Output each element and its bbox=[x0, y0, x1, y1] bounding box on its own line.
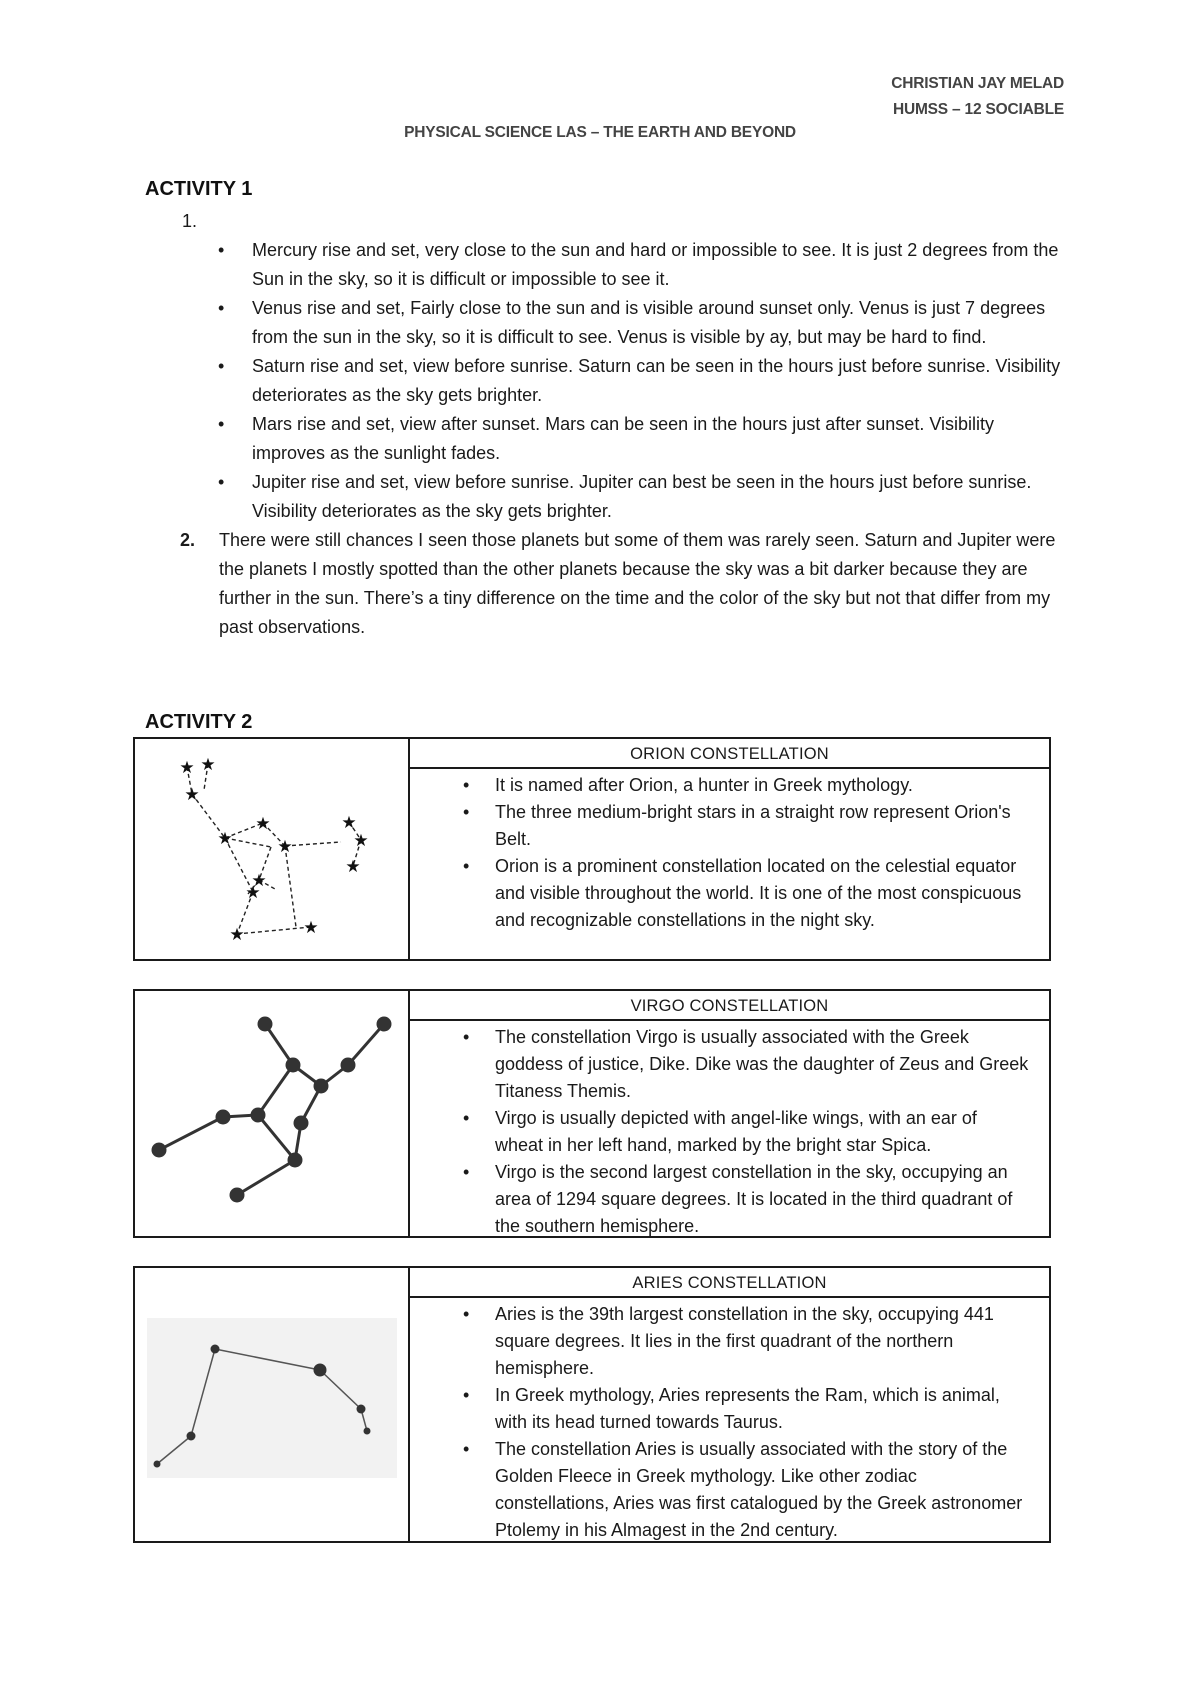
svg-text:★: ★ bbox=[179, 758, 195, 778]
question-2 bbox=[145, 526, 1065, 642]
list-item bbox=[410, 799, 1049, 853]
list-item bbox=[410, 853, 1049, 934]
bullet-icon: • bbox=[218, 414, 225, 434]
list-item bbox=[410, 772, 1049, 799]
aries-diagram-cell bbox=[135, 1268, 410, 1541]
virgo-title: VIRGO CONSTELLATION bbox=[410, 991, 1049, 1021]
bullet-icon: • bbox=[463, 1162, 470, 1182]
list-item-text: Jupiter rise and set, view before sunrise. Jupiter can best be seen in the hours just before sunrise. Visibility deteriorates as the sky gets brighter. bbox=[252, 472, 1032, 521]
activity-1-body bbox=[145, 207, 1065, 642]
svg-text:★: ★ bbox=[277, 837, 293, 857]
aries-facts-list bbox=[410, 1301, 1049, 1544]
svg-text:★: ★ bbox=[245, 883, 261, 903]
question-2-number: 2. bbox=[180, 530, 196, 550]
list-item bbox=[410, 1382, 1049, 1436]
orion-diagram-cell bbox=[135, 739, 410, 959]
list-item bbox=[145, 236, 1065, 294]
svg-text:★: ★ bbox=[184, 785, 200, 805]
list-item bbox=[410, 1024, 1049, 1105]
aries-constellation-diagram bbox=[135, 1268, 408, 1541]
list-item bbox=[145, 468, 1065, 526]
list-item bbox=[145, 410, 1065, 468]
aries-table bbox=[133, 1266, 1051, 1543]
bullet-icon: • bbox=[463, 1108, 470, 1128]
list-item bbox=[410, 1159, 1049, 1240]
svg-text:★: ★ bbox=[341, 813, 357, 833]
svg-text:★: ★ bbox=[200, 755, 216, 775]
virgo-info-cell bbox=[410, 991, 1049, 1236]
list-item bbox=[410, 1301, 1049, 1382]
svg-text:★: ★ bbox=[229, 925, 245, 945]
svg-text:★: ★ bbox=[353, 831, 369, 851]
svg-text:★: ★ bbox=[345, 857, 361, 877]
activity-1-heading: ACTIVITY 1 bbox=[145, 178, 253, 200]
list-item-text: Virgo is the second largest constellation in the sky, occupying an area of 1294 square degrees. It is located in the third quadrant of the southern hemisphere. bbox=[495, 1162, 1013, 1236]
list-item bbox=[145, 352, 1065, 410]
svg-text:★: ★ bbox=[255, 814, 271, 834]
list-item-text: The constellation Aries is usually associated with the story of the Golden Fleece in Greek mythology. Like other zodiac constellations, Aries was first catalogued by the Greek astronomer Ptolemy in his Almagest in the 2nd century. bbox=[495, 1439, 1023, 1540]
svg-text:★: ★ bbox=[217, 829, 233, 849]
orion-facts-list bbox=[410, 772, 1049, 934]
list-item-text: It is named after Orion, a hunter in Greek mythology. bbox=[495, 775, 913, 795]
orion-title: ORION CONSTELLATION bbox=[410, 739, 1049, 769]
bullet-icon: • bbox=[218, 240, 225, 260]
activity-2-heading: ACTIVITY 2 bbox=[145, 711, 253, 733]
list-item-text: The three medium-bright stars in a straight row represent Orion's Belt. bbox=[495, 802, 1011, 849]
question-1-list bbox=[145, 236, 1065, 526]
svg-text:★: ★ bbox=[303, 918, 319, 938]
list-item-text: Orion is a prominent constellation located on the celestial equator and visible throughout the world. It is one of the most conspicuous and recognizable constellations in the night sky. bbox=[495, 856, 1022, 930]
list-item bbox=[145, 294, 1065, 352]
document-title: PHYSICAL SCIENCE LAS – THE EARTH AND BEYOND bbox=[404, 124, 796, 141]
svg-text:★: ★ bbox=[251, 871, 267, 891]
list-item-text: Venus rise and set, Fairly close to the sun and is visible around sunset only. Venus is just 7 degrees from the sun in the sky, so it is difficult to see. Venus is visible by ay, but may be hard to find. bbox=[252, 298, 1046, 347]
bullet-icon: • bbox=[463, 1385, 470, 1405]
question-1-number: 1. bbox=[182, 211, 198, 231]
bullet-icon: • bbox=[463, 775, 470, 795]
virgo-facts-list bbox=[410, 1024, 1049, 1240]
list-item-text: Mercury rise and set, very close to the sun and hard or impossible to see. It is just 2 degrees from the Sun in the sky, so it is difficult or impossible to see it. bbox=[252, 240, 1059, 289]
bullet-icon: • bbox=[463, 1027, 470, 1047]
list-item bbox=[410, 1436, 1049, 1544]
question-1 bbox=[145, 207, 1065, 236]
bullet-icon: • bbox=[463, 802, 470, 822]
bullet-icon: • bbox=[218, 356, 225, 376]
virgo-constellation-diagram bbox=[135, 991, 408, 1236]
list-item-text: Aries is the 39th largest constellation in the sky, occupying 441 square degrees. It lies in the first quadrant of the northern hemisphere. bbox=[495, 1304, 994, 1378]
class-section: HUMSS – 12 SOCIABLE bbox=[892, 101, 1064, 118]
aries-title: ARIES CONSTELLATION bbox=[410, 1268, 1049, 1298]
orion-constellation-diagram bbox=[135, 739, 408, 959]
bullet-icon: • bbox=[463, 1304, 470, 1324]
orion-table bbox=[133, 737, 1051, 961]
virgo-table bbox=[133, 989, 1051, 1238]
bullet-icon: • bbox=[218, 298, 225, 318]
bullet-icon: • bbox=[463, 1439, 470, 1459]
list-item-text: Virgo is usually depicted with angel-like wings, with an ear of wheat in her left hand, marked by the bright star Spica. bbox=[495, 1108, 977, 1155]
list-item-text: Mars rise and set, view after sunset. Mars can be seen in the hours just after sunset. Visibility improves as the sunlight fades. bbox=[252, 414, 995, 463]
bullet-icon: • bbox=[218, 472, 225, 492]
list-item bbox=[410, 1105, 1049, 1159]
list-item-text: In Greek mythology, Aries represents the Ram, which is animal, with its head turned towards Taurus. bbox=[495, 1385, 1000, 1432]
author-name: CHRISTIAN JAY MELAD bbox=[891, 75, 1064, 92]
virgo-diagram-cell bbox=[135, 991, 410, 1236]
orion-info-cell bbox=[410, 739, 1049, 959]
question-2-text: There were still chances I seen those planets but some of them was rarely seen. Saturn and Jupiter were the planets I mostly spotted than the other planets because the sky was a bit darker because they are further in the sun. There’s a tiny difference on the time and the color of the sky but not that differ from my past observations. bbox=[219, 530, 1056, 637]
bullet-icon: • bbox=[463, 856, 470, 876]
list-item-text: The constellation Virgo is usually associated with the Greek goddess of justice, Dike. Dike was the daughter of Zeus and Greek Titaness Themis. bbox=[495, 1027, 1029, 1101]
aries-info-cell bbox=[410, 1268, 1049, 1541]
list-item-text: Saturn rise and set, view before sunrise. Saturn can be seen in the hours just before sunrise. Visibility deteriorates as the sky gets brighter. bbox=[252, 356, 1061, 405]
